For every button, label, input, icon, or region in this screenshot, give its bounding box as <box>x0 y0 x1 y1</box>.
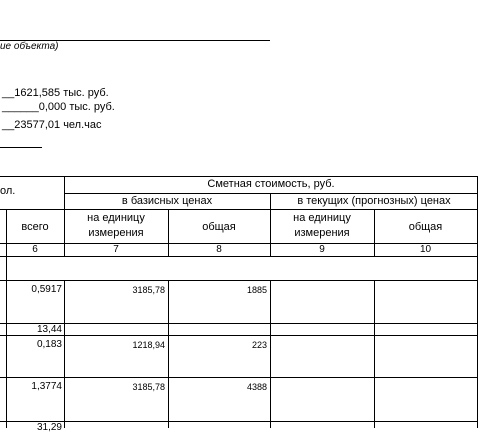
summary-line-labor <box>2 119 102 131</box>
row-divider <box>0 280 478 281</box>
row-divider <box>0 377 478 378</box>
column-number: 9 <box>319 244 325 255</box>
column-number: 7 <box>113 244 119 255</box>
object-name-caption: ие объекта) <box>0 41 59 52</box>
summary-unit: тыс. руб. <box>63 87 109 99</box>
column-header-total-qty: всего <box>21 221 49 233</box>
summary-unit: тыс. руб. <box>69 101 115 113</box>
summary-value: 23577,01 <box>14 119 61 131</box>
table-cell-total-qty: 31,29 <box>36 422 62 433</box>
row-divider <box>0 421 478 422</box>
table-cell-total-base: 223 <box>251 340 267 350</box>
summary-value: 0,000 <box>38 101 67 113</box>
column-header-total-base: общая <box>202 221 236 233</box>
subheader-divider <box>0 209 478 210</box>
numbers-row-bottom <box>0 256 478 257</box>
per-unit-label: на единицу измерения <box>87 212 145 239</box>
table-cell-per-unit-base: 3185,78 <box>132 285 165 295</box>
table-cell-total-base: 1885 <box>246 285 267 295</box>
table-cell-per-unit-base: 3185,78 <box>132 382 165 392</box>
col-border <box>168 280 169 428</box>
row-divider <box>0 323 478 324</box>
group-header-divider <box>64 193 478 194</box>
table-cell-per-unit-base: 1218,94 <box>132 340 165 350</box>
col-border <box>374 280 375 428</box>
column-group-estimated-cost: Сметная стоимость, руб. <box>207 178 335 190</box>
summary-underline <box>0 147 42 148</box>
column-number: 10 <box>419 244 432 255</box>
table-cell-total-qty: 13,44 <box>36 324 62 335</box>
row-divider <box>0 335 478 336</box>
column-header-per-unit-current <box>270 211 374 241</box>
summary-unit: чел.час <box>63 119 102 131</box>
summary-prefix: __ <box>2 87 15 99</box>
subheader-current-prices: в текущих (прогнозных) ценах <box>297 195 451 207</box>
col-border-right <box>477 176 478 428</box>
summary-line-cost-2 <box>2 101 115 113</box>
summary-prefix: ______ <box>2 101 39 113</box>
table-cell-total-base: 4388 <box>246 382 267 392</box>
column-header-per-unit-base <box>64 211 168 241</box>
col-border <box>270 280 271 428</box>
column-header-total-current: общая <box>408 221 443 233</box>
table-top-border <box>0 176 478 177</box>
table-cell-total-qty: 0,5917 <box>31 284 62 295</box>
summary-prefix: __ <box>2 119 15 131</box>
subheader-base-prices: в базисных ценах <box>121 195 213 207</box>
table-cell-total-qty: 0,183 <box>36 339 62 350</box>
col-border <box>64 280 65 428</box>
column-number: 8 <box>216 244 222 255</box>
col-border-left <box>6 209 7 428</box>
summary-line-cost <box>2 87 109 99</box>
column-header-ol: ол. <box>0 185 16 197</box>
column-number: 6 <box>32 244 38 255</box>
table-cell-total-qty: 1,3774 <box>31 381 62 392</box>
summary-value: 1621,585 <box>14 87 61 99</box>
per-unit-label: на единицу измерения <box>293 212 351 239</box>
